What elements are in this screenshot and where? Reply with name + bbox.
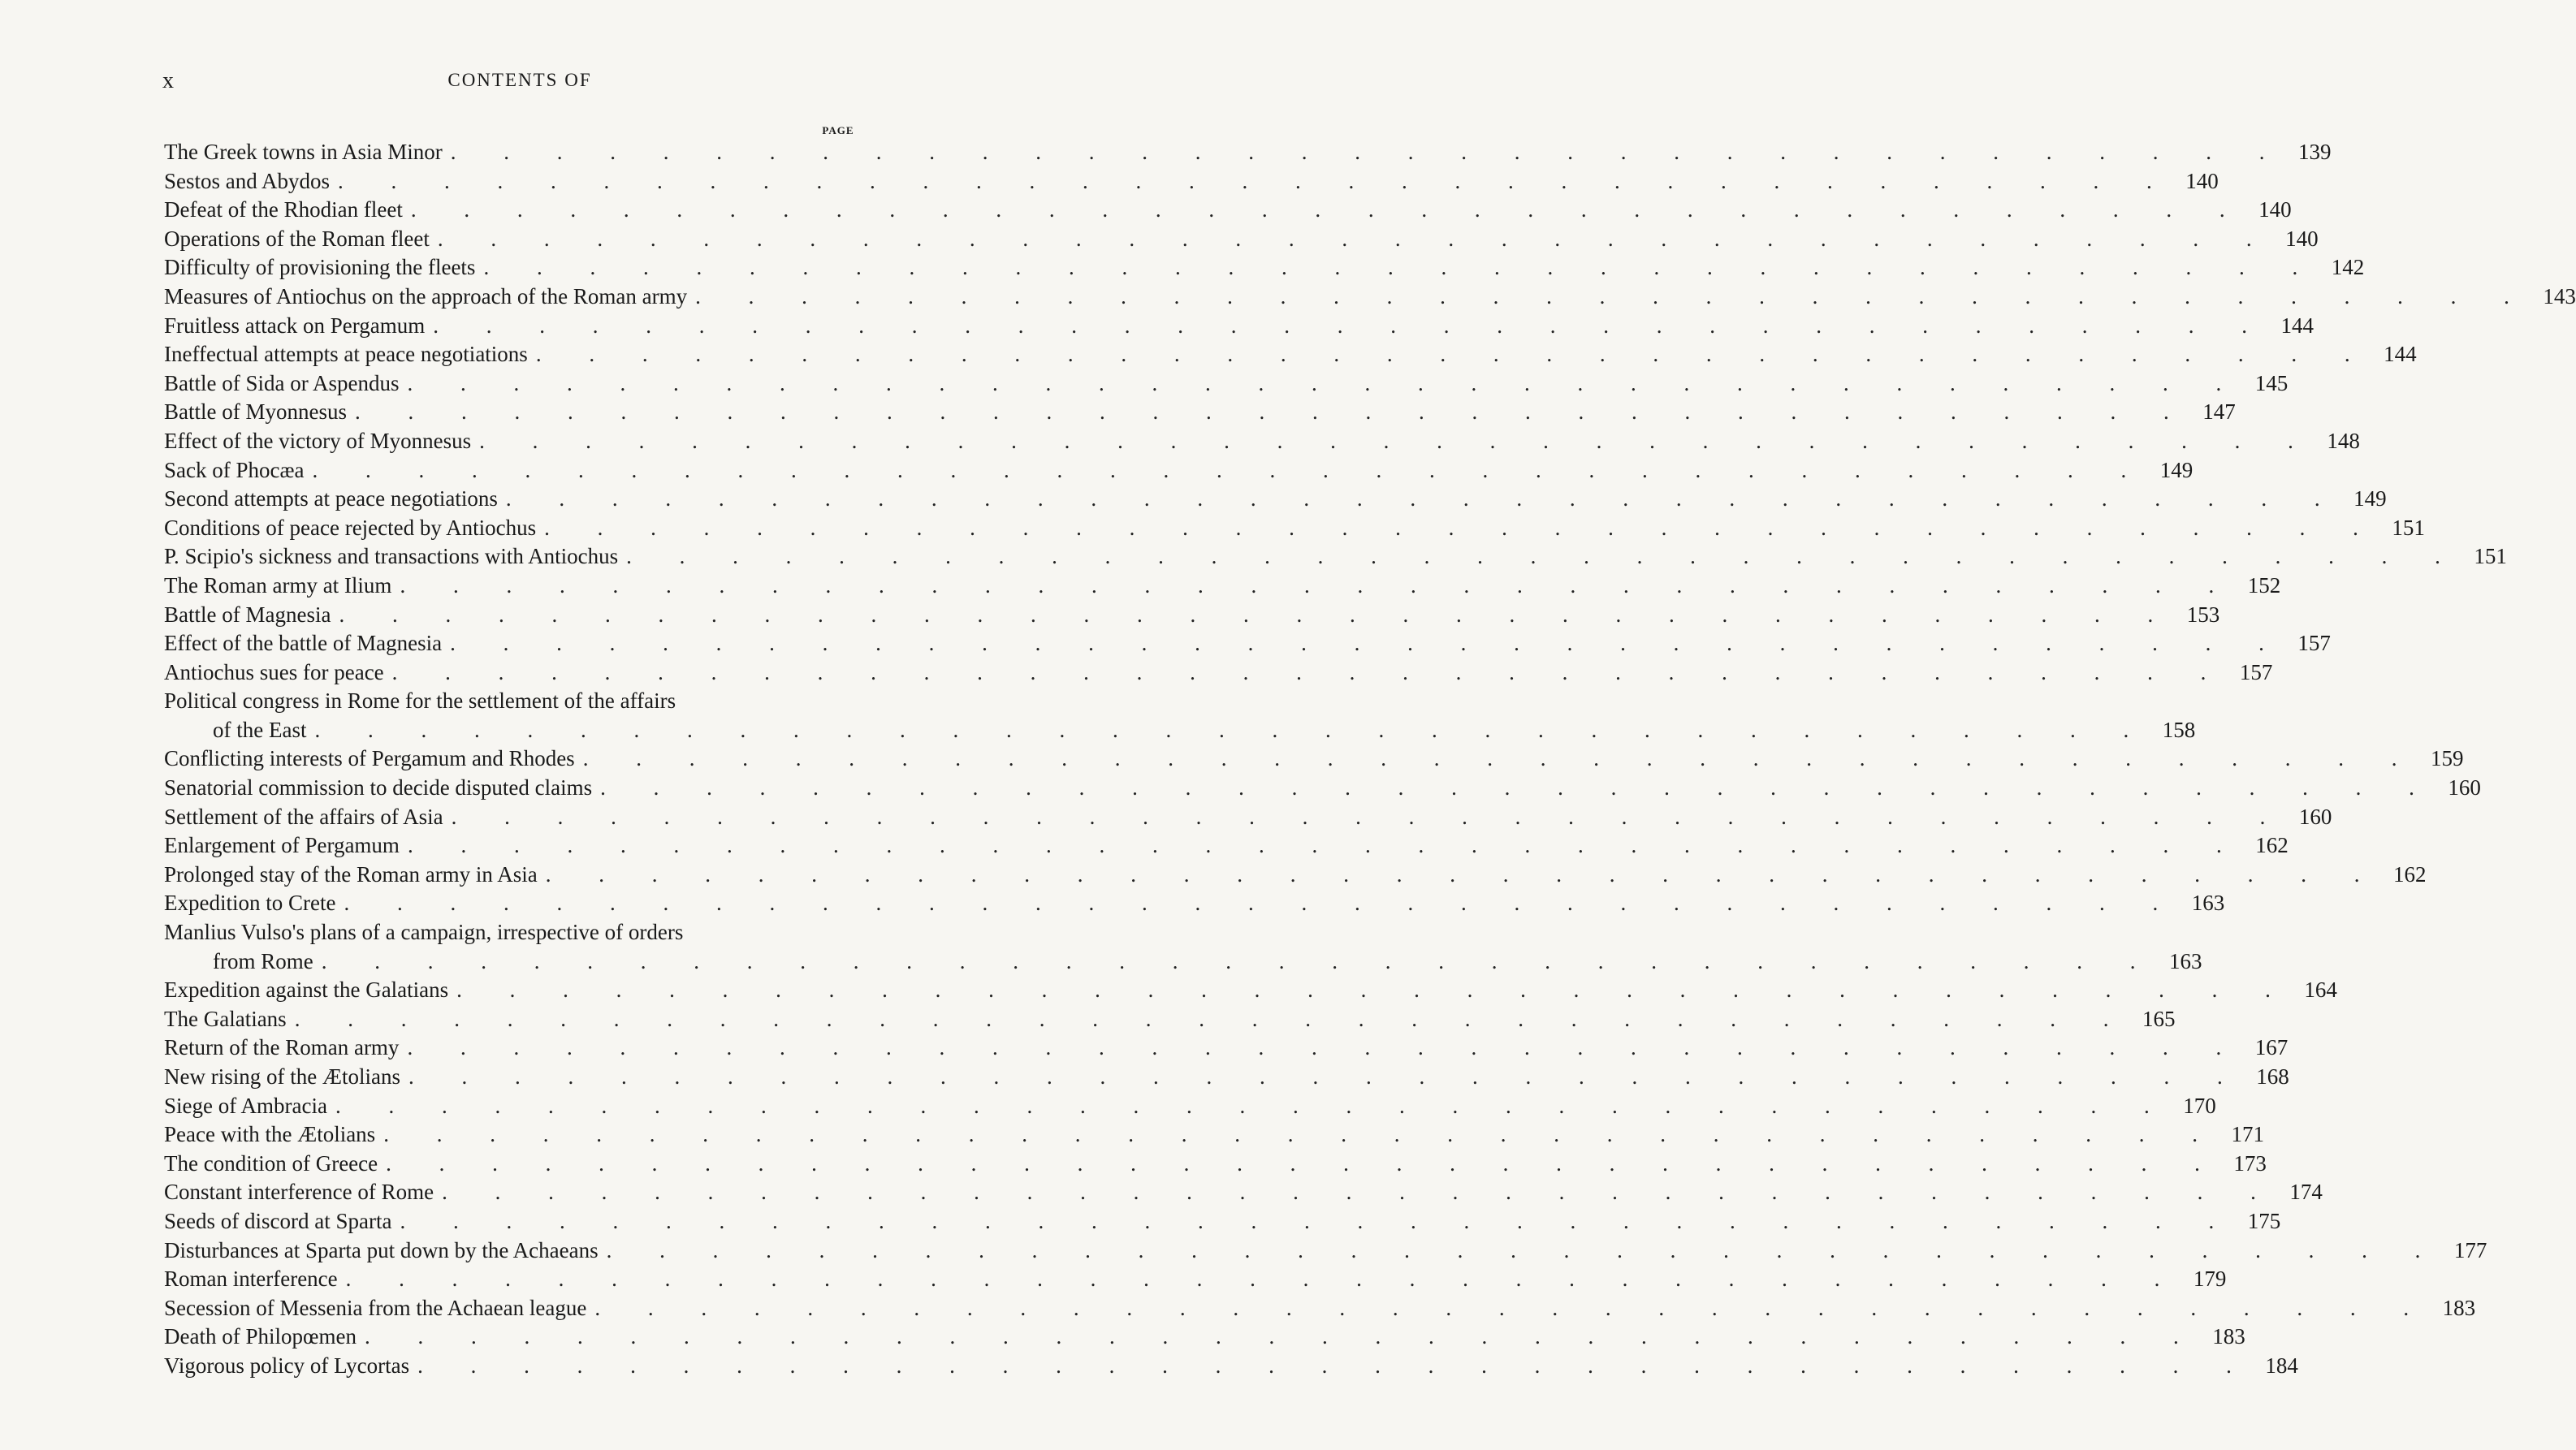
toc-entry xyxy=(164,485,2387,514)
toc-entry-title: Siege of Ambracia xyxy=(164,1093,327,1118)
toc-entry xyxy=(164,629,2331,658)
toc-entry-page-number: 162 xyxy=(2392,861,2427,887)
toc-entry-page-number: 149 xyxy=(2353,486,2387,511)
toc-entry-title: Expedition to Crete xyxy=(164,891,336,916)
dot-leader: . . . . . . . . . . . . . . . . . . . . . . . . . . . . . . . . . . . xyxy=(407,1035,2243,1060)
toc-entry xyxy=(164,138,2332,167)
toc-entry-page-number: 163 xyxy=(2191,891,2225,916)
toc-entry-title: Roman interference xyxy=(164,1267,338,1292)
toc-entry-page-number: 153 xyxy=(2186,602,2220,627)
toc-entry-page-number: 157 xyxy=(2239,659,2273,684)
toc-entry-page-number: 175 xyxy=(2247,1208,2281,1233)
dot-leader: . . . . . . . . . . . . . . . . . . . . . . . . . . . . . . . . . . . xyxy=(344,891,2180,916)
toc-entry-page-number: 160 xyxy=(2298,804,2332,829)
toc-entry-page-number: 177 xyxy=(2453,1237,2487,1262)
toc-entry-title: Sestos and Abydos xyxy=(164,168,331,193)
dot-leader: . . . . . . . . . . . . . . . . . . . . . . . . . . . . . . . . . . . xyxy=(535,342,2371,367)
toc-entry-page-number: 183 xyxy=(2442,1295,2476,1320)
toc-entry-title: Vigorous policy of Lycortas xyxy=(164,1353,410,1378)
dot-leader: . . . . . . . . . . . . . . . . . . . . . . . . . . . . . . . . . . . xyxy=(695,283,2531,309)
dot-leader: . . . . . . . . . . . . . . . . . . . . . . . . . . . . . . . . . . . xyxy=(544,515,2379,540)
toc-entry-title: Disturbances at Sparta put down by the Achaeans xyxy=(164,1237,599,1262)
toc-entry-title: Effect of the victory of Myonnesus xyxy=(164,428,472,453)
toc-entry xyxy=(164,427,2360,456)
dot-leader: . . . . . . . . . . . . . . . . . . . . . . . . . . . . . . . . . . . xyxy=(483,255,2319,280)
toc-entry-page-number: 139 xyxy=(2297,140,2332,164)
toc-entry-title: Measures of Antiochus on the approach of the Roman army xyxy=(164,283,688,309)
toc-entry-title: Second attempts at peace negotiations xyxy=(164,486,498,511)
toc-entry-page-number: 167 xyxy=(2254,1035,2289,1060)
toc-entry-title: Death of Philopœmen xyxy=(164,1324,357,1349)
dot-leader: . . . . . . . . . . . . . . . . . . . . . . . . . . . . . . . . . . . xyxy=(479,428,2315,453)
toc-entry-title: P. Scipio's sickness and transactions with Antiochus xyxy=(164,544,619,569)
toc-entry xyxy=(164,167,2219,196)
dot-leader: . . . . . . . . . . . . . . . . . . . . . . . . . . . . . . . . . . . xyxy=(594,1295,2431,1320)
toc-entry xyxy=(164,687,861,716)
toc-entry xyxy=(164,340,2417,369)
toc-entry-page-number: 144 xyxy=(2384,342,2417,367)
page-column-label: PAGE xyxy=(822,124,854,136)
toc-entry xyxy=(164,398,2236,427)
toc-entry-title: Prolonged stay of the Roman army in Asia xyxy=(164,861,538,887)
dot-leader: . . . . . . . . . . . . . . . . . . . . . . . . . . . . . . . . . . . xyxy=(606,1237,2442,1262)
toc-entry-page-number: 148 xyxy=(2327,428,2360,453)
toc-entry xyxy=(164,514,2425,543)
toc-entry xyxy=(164,658,2273,688)
toc-entry xyxy=(164,918,861,947)
toc-entry xyxy=(164,1150,2267,1179)
dot-leader: . . . . . . . . . . . . . . . . . . . . . . . . . . . . . . . . . . . xyxy=(335,1093,2171,1118)
page-numeral: x xyxy=(162,68,175,93)
toc-entry-page-number: 151 xyxy=(2474,544,2507,569)
toc-entry xyxy=(164,744,2464,774)
toc-entry-page-number: 179 xyxy=(2193,1267,2227,1292)
toc-entry-page-number: 183 xyxy=(2212,1324,2245,1349)
toc-entry-title: Seeds of discord at Sparta xyxy=(164,1208,392,1233)
dot-leader: . . . . . . . . . . . . . . . . . . . . . . . . . . . . . . . . . . . xyxy=(582,746,2418,771)
toc-entry-title: Defeat of the Rhodian fleet xyxy=(164,197,403,222)
running-head-title: CONTENTS OF xyxy=(447,70,592,90)
toc-entry-page-number: 140 xyxy=(2258,197,2292,222)
toc-entry-title: Political congress in Rome for the settlement of the affairs xyxy=(164,688,676,714)
toc-entry-title: Enlargement of Pergamum xyxy=(164,833,400,858)
dot-leader: . . . . . . . . . . . . . . . . . . . . . . . . . . . . . . . . . . . xyxy=(600,775,2436,801)
toc-entry-page-number: 151 xyxy=(2392,515,2425,540)
toc-entry xyxy=(164,312,2314,341)
toc-entry-title: Battle of Myonnesus xyxy=(164,399,347,425)
dot-leader: . . . . . . . . . . . . . . . . . . . . . . . . . . . . . . . . . . . xyxy=(294,1006,2130,1031)
dot-leader: . . . . . . . . . . . . . . . . . . . . . . . . . . . . . . . . . . . xyxy=(338,168,2173,193)
dot-leader: . . . . . . . . . . . . . . . . . . . . . . . . . . . . . . . . . . . xyxy=(545,861,2381,887)
toc-entry-page-number: 140 xyxy=(2185,168,2219,193)
toc-entry-title: Operations of the Roman fleet xyxy=(164,226,430,251)
toc-entry xyxy=(164,889,2225,918)
dot-leader: . . . . . . . . . . . . . . . . . . . . . . . . . . . . . . . . . . . xyxy=(451,804,2287,829)
dot-leader: . . . . . . . . . . . . . . . . . . . . . . . . . . . . . . . . . . . xyxy=(400,572,2236,598)
dot-leader: . . . . . . . . . . . . . . . . . . . . . . . . . . . . . . . . . . . xyxy=(400,1208,2236,1233)
toc-entry xyxy=(164,861,2427,890)
toc-entry-title: Constant interference of Rome xyxy=(164,1180,434,1205)
toc-entry-title: Battle of Sida or Aspendus xyxy=(164,370,400,395)
dot-leader: . . . . . . . . . . . . . . . . . . . . . . . . . . . . . . . . . . . xyxy=(433,313,2268,338)
toc-entry xyxy=(164,1236,2487,1266)
dot-leader: . . . . . . . . . . . . . . . . . . . . . . . . . . . . . . . . . . . xyxy=(456,977,2292,1003)
toc-entry-page-number: 149 xyxy=(2159,457,2193,482)
dot-leader: . . . . . . . . . . . . . . . . . . . . . . . . . . . . . . . . . . . xyxy=(450,140,2286,164)
toc-entry-page-number: 174 xyxy=(2289,1180,2323,1205)
toc-entry xyxy=(164,1265,2227,1294)
toc-entry-title: Sack of Phocæa xyxy=(164,457,305,482)
toc-entry-title-continuation: of the East xyxy=(213,717,307,742)
dot-leader: . . . . . . . . . . . . . . . . . . . . . . . . . . . . . . . . . . . xyxy=(408,1064,2244,1089)
toc-entry xyxy=(164,1178,2323,1207)
dot-leader: . . . . . . . . . . . . . . . . . . . . . . . . . . . . . . . . . . . xyxy=(364,1324,2200,1349)
toc-entry-title: Antiochus sues for peace xyxy=(164,659,384,684)
toc-entry-page-number: 171 xyxy=(2231,1122,2264,1147)
toc-entry-title: Settlement of the affairs of Asia xyxy=(164,804,443,829)
toc-entry-page-number: 173 xyxy=(2233,1150,2267,1176)
toc-entry-page-number: 142 xyxy=(2331,255,2365,280)
toc-entry-title: The Greek towns in Asia Minor xyxy=(164,140,443,164)
toc-entry xyxy=(164,1063,2289,1092)
dot-leader: . . . . . . . . . . . . . . . . . . . . . . . . . . . . . . . . . . . xyxy=(391,659,2228,684)
toc-entry xyxy=(164,225,2319,254)
toc-entry xyxy=(164,803,2332,832)
dot-leader: . . . . . . . . . . . . . . . . . . . . . . . . . . . . . . . . . . . xyxy=(626,544,2461,569)
toc-entry-page-number: 170 xyxy=(2183,1093,2216,1118)
dot-leader: . . . . . . . . . . . . . . . . . . . . . . . . . . . . . . . . . . . xyxy=(407,370,2243,395)
dot-leader: . . . . . . . . . . . . . . . . . . . . . . . . . . . . . . . . . . . xyxy=(386,1150,2221,1176)
toc-entry-page-number: 144 xyxy=(2280,313,2314,338)
toc-entry-page-number: 145 xyxy=(2254,370,2289,395)
toc-entry-title: Senatorial commission to decide disputed claims xyxy=(164,775,593,801)
toc-entry-title: Manlius Vulso's plans of a campaign, irrespective of orders xyxy=(164,920,684,945)
toc-entry-page-number: 152 xyxy=(2247,572,2281,598)
toc-entry-title: Effect of the battle of Magnesia xyxy=(164,631,443,656)
toc-entry xyxy=(164,1092,2216,1121)
toc-entry-title-continuation: from Rome xyxy=(213,948,313,973)
toc-entry xyxy=(164,976,2337,1005)
toc-entry xyxy=(164,1352,2298,1381)
toc-entry-title: Conflicting interests of Pergamum and Rhodes xyxy=(164,746,575,771)
toc-entry-title: The condition of Greece xyxy=(164,1150,378,1176)
toc-entry xyxy=(164,1207,2281,1236)
dot-leader: . . . . . . . . . . . . . . . . . . . . . . . . . . . . . . . . . . . xyxy=(505,486,2341,511)
dot-leader: . . . . . . . . . . . . . . . . . . . . . . . . . . . . . . . . . . . xyxy=(407,833,2243,858)
toc-entry-page-number: 164 xyxy=(2304,977,2337,1003)
toc-entry xyxy=(164,1294,2476,1323)
toc-entry-title: Expedition against the Galatians xyxy=(164,977,449,1003)
dot-leader: . . . . . . . . . . . . . . . . . . . . . . . . . . . . . . . . . . . xyxy=(354,399,2190,425)
dot-leader: . . . . . . . . . . . . . . . . . . . . . . . . . . . . . . . . . . . xyxy=(314,717,2150,742)
toc-entry-page-number: 165 xyxy=(2142,1006,2176,1031)
toc-entry-page-number: 143 xyxy=(2543,283,2576,309)
toc-entry-continuation xyxy=(164,716,2196,745)
toc-entry-page-number: 157 xyxy=(2297,631,2331,656)
dot-leader: . . . . . . . . . . . . . . . . . . . . . . . . . . . . . . . . . . . xyxy=(321,948,2157,973)
contents-list xyxy=(164,138,2576,1381)
toc-entry xyxy=(164,1034,2289,1063)
toc-entry xyxy=(164,369,2289,399)
toc-entry xyxy=(164,601,2220,630)
toc-entry-page-number: 140 xyxy=(2285,226,2319,251)
dot-leader: . . . . . . . . . . . . . . . . . . . . . . . . . . . . . . . . . . . xyxy=(437,226,2273,251)
toc-entry-page-number: 184 xyxy=(2265,1353,2298,1378)
toc-entry-title: Return of the Roman army xyxy=(164,1035,400,1060)
toc-entry-title: Conditions of peace rejected by Antiochus xyxy=(164,515,537,540)
dot-leader: . . . . . . . . . . . . . . . . . . . . . . . . . . . . . . . . . . . xyxy=(312,457,2148,482)
toc-entry xyxy=(164,1120,2264,1150)
running-head xyxy=(162,68,877,96)
toc-entry-title: The Galatians xyxy=(164,1006,287,1031)
toc-entry-title: Battle of Magnesia xyxy=(164,602,331,627)
dot-leader: . . . . . . . . . . . . . . . . . . . . . . . . . . . . . . . . . . . xyxy=(442,1180,2277,1205)
toc-entry-continuation xyxy=(164,947,2202,977)
toc-entry-title: Fruitless attack on Pergamum xyxy=(164,313,426,338)
toc-entry-page-number: 158 xyxy=(2162,717,2196,742)
toc-entry-page-number: 163 xyxy=(2168,948,2202,973)
toc-entry-page-number: 147 xyxy=(2202,399,2236,425)
toc-entry xyxy=(164,196,2292,225)
dot-leader: . . . . . . . . . . . . . . . . . . . . . . . . . . . . . . . . . . . xyxy=(417,1353,2253,1378)
toc-entry-title: The Roman army at Ilium xyxy=(164,572,392,598)
toc-entry xyxy=(164,831,2289,861)
toc-entry-title: Secession of Messenia from the Achaean league xyxy=(164,1295,587,1320)
toc-entry-title: Difficulty of provisioning the fleets xyxy=(164,255,476,280)
toc-entry xyxy=(164,1323,2245,1352)
toc-entry xyxy=(164,572,2281,601)
dot-leader: . . . . . . . . . . . . . . . . . . . . . . . . . . . . . . . . . . . xyxy=(410,197,2246,222)
toc-entry xyxy=(164,542,2507,572)
toc-entry xyxy=(164,283,2576,312)
toc-entry-page-number: 168 xyxy=(2256,1064,2289,1089)
dot-leader: . . . . . . . . . . . . . . . . . . . . . . . . . . . . . . . . . . . xyxy=(383,1122,2219,1147)
dot-leader: . . . . . . . . . . . . . . . . . . . . . . . . . . . . . . . . . . . xyxy=(450,631,2285,656)
dot-leader: . . . . . . . . . . . . . . . . . . . . . . . . . . . . . . . . . . . xyxy=(345,1267,2181,1292)
toc-entry xyxy=(164,774,2481,803)
toc-entry-page-number: 159 xyxy=(2430,746,2464,771)
toc-entry xyxy=(164,1005,2176,1034)
dot-leader: . . . . . . . . . . . . . . . . . . . . . . . . . . . . . . . . . . . xyxy=(339,602,2175,627)
toc-entry-title: Peace with the Ætolians xyxy=(164,1122,376,1147)
toc-entry-page-number: 160 xyxy=(2448,775,2481,801)
toc-entry-title: Ineffectual attempts at peace negotiations xyxy=(164,342,528,367)
toc-entry xyxy=(164,253,2365,283)
toc-entry-title: New rising of the Ætolians xyxy=(164,1064,400,1089)
toc-entry-page-number: 162 xyxy=(2255,833,2289,858)
toc-entry xyxy=(164,456,2193,485)
